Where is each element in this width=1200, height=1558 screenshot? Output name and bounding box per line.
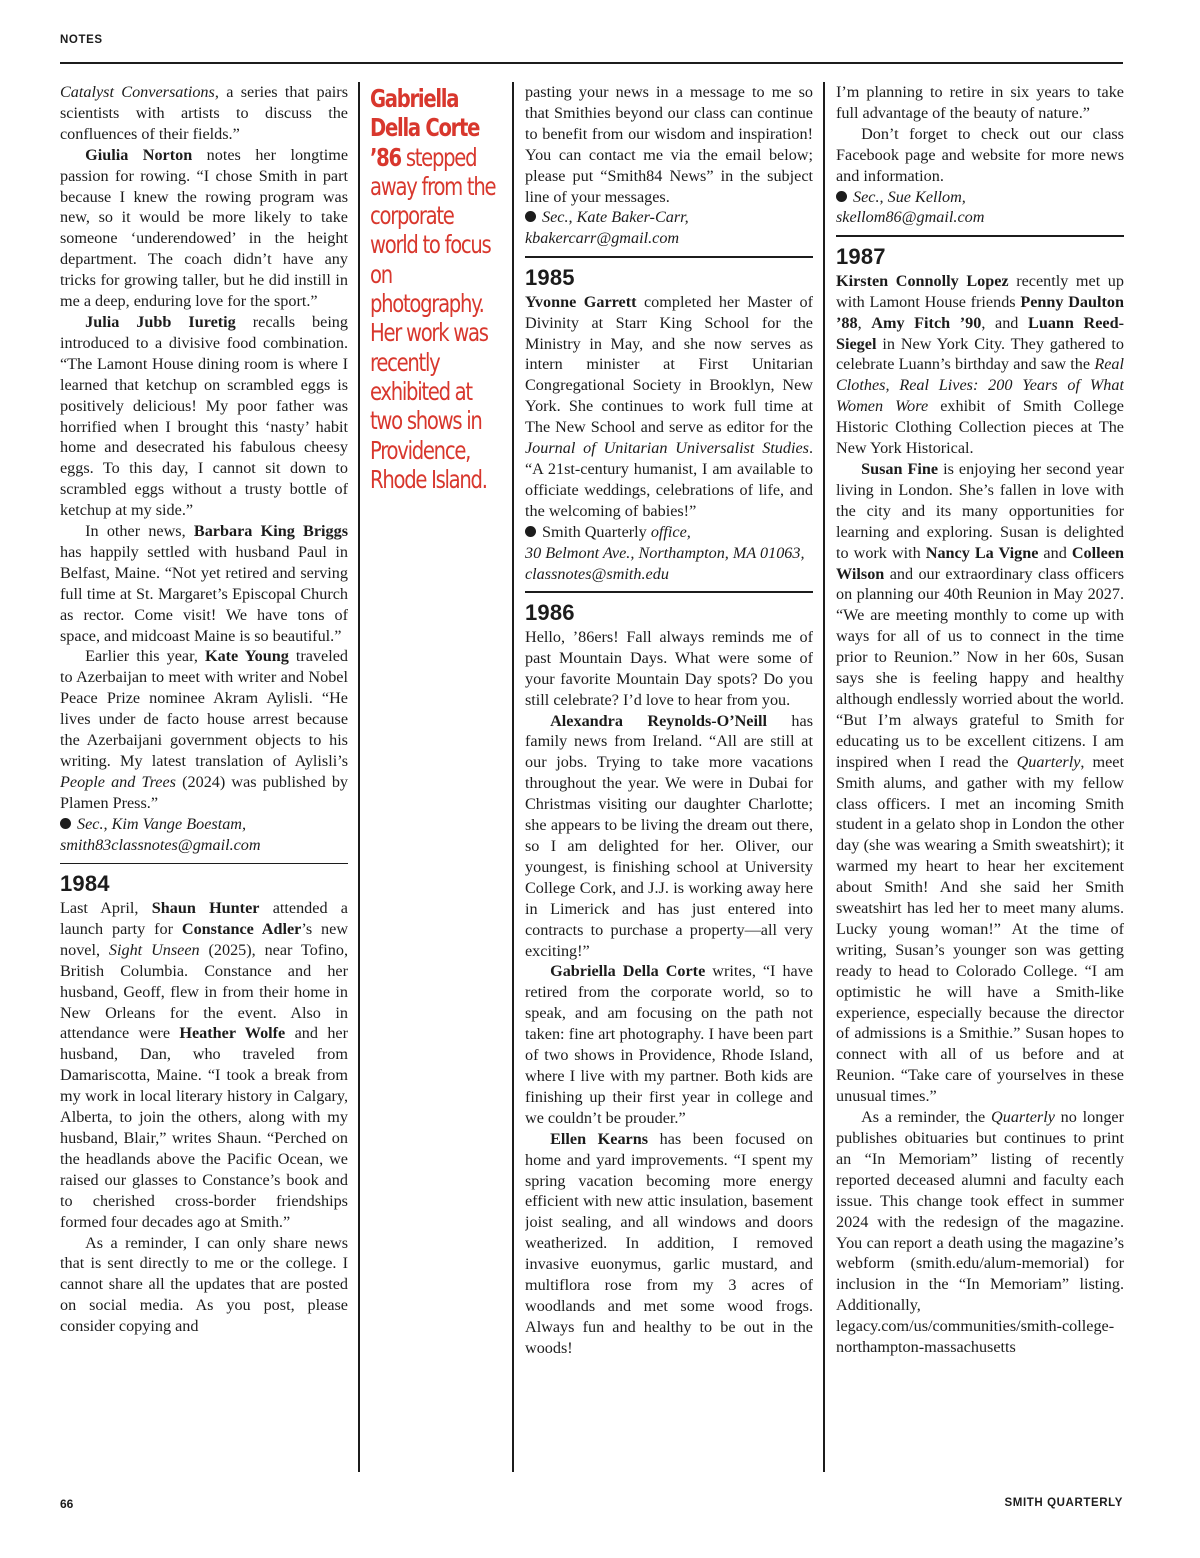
- paragraph: In other news, Barbara King Briggs has happily settled with husband Paul in Belfast, Maine. “Not yet retired and serving full time at St. Margaret’s Episcopal Church as rector. Come visit! We have tons of space, and midcoast Maine is so beautiful.”: [60, 522, 348, 645]
- paragraph: Earlier this year, Kate Young traveled to Azerbaijan to meet with writer and Nobel Peace Prize nominee Akram Aylisli. “He lives under de facto house arrest because the Azerbaijani government objects to his writing. My latest translation of Aylisli’s People and Trees (2024) was published by Plamen Press.”: [60, 647, 348, 812]
- class-year-heading: 1985: [525, 264, 575, 290]
- paragraph: Alexandra Reynolds-O’Neill has family news from Ireland. “All are still at our jobs. Trying to take more vacations throughout the year. We were in Dubai for Christmas visiting our daughter Charlotte; she appears to be living the dream out there, so I am delighted for her. Oliver, our youngest, is finishing school at University College Cork, and J.J. is working away here in Limerick and has just entered into contracts to purchase a property—all very exciting!”: [525, 711, 813, 960]
- class-year-heading: 1987: [836, 243, 886, 269]
- pull-quote-text: stepped away from the corporate world to focus on photography. Her work was recently exhibited at two shows in Providence, Rhode Island.: [370, 142, 496, 494]
- section-rule: [60, 863, 348, 865]
- pull-quote-year: ’86: [370, 142, 401, 172]
- column-rule: [358, 82, 360, 1472]
- section-label: NOTES: [60, 34, 103, 46]
- class-year-heading: 1986: [525, 599, 575, 625]
- secretary-email[interactable]: skellom86@gmail.com: [836, 208, 985, 227]
- secretary-email[interactable]: smith83classnotes@gmail.com: [60, 835, 261, 854]
- section-rule: [836, 235, 1124, 237]
- bullet-icon: [525, 211, 536, 222]
- class-notes-office: Smith Quarterly office, 30 Belmont Ave., Northampton, MA 01063, classnotes@smith.edu: [525, 522, 805, 583]
- paragraph: Giulia Norton notes her longtime passion for rowing. “I chose Smith in part because I knew the rowing program was new, so it would be more likely to take someone ‘underendowed’ in the height department. The coach didn’t have any tricks for growing taller, but he did instill in me a deep, enduring love for the sport.”: [60, 145, 348, 311]
- section-rule: [525, 256, 813, 258]
- paragraph: As a reminder, the Quarterly no longer publishes obituaries but continues to print an “In Memoriam” listing of recently reported deceased alumni and faculty each issue. This change took effect in summer 2024 with the redesign of the magazine. You can report a death using the magazine’s webform (smith.edu/alum-memorial) for inclusion in the “In Memoriam” listing. Additionally, legacy.com/us/communities/smith-college-northampton-massachusetts: [836, 1108, 1124, 1357]
- paragraph: Julia Jubb Iuretig recalls being introduced to a divisive food combination. “The Lamont House dining room is where I learned that ketchup on scrambled eggs is positively delicious! My poor father was horrified when I brought this ‘nasty’ habit home and desecrated his fabulous cheesy eggs. To this day, I cannot sit down to scrambled eggs without a trusty bottle of ketchup at my side.”: [60, 312, 348, 520]
- paragraph: Susan Fine is enjoying her second year living in London. She’s fallen in love with the city and its many opportunities for learning and exploring. Susan is delighted to work with Nancy La Vigne and Colleen Wilson and our extraordinary class officers on planning our 40th Reunion in May 2027. “We are meeting monthly to come up with ways for all of us to connect in the time prior to Reunion.” Now in her 60s, Susan says she is feeling happy and healthy although endlessly worried about the world. “But I’m always grateful to Smith for educating us to be excellent citizens. I am inspired when I read the Quarterly, meet Smith alums, and gather with my fellow class officers. I met an incoming Smith student in a gelato shop in London the other day (she was wearing a Smith sweatshirt); it warmed my heart to hear her excitement about Smith! And she said her Smith sweatshirt has led her to meet many alums. Lucky young woman!” At the time of writing, Susan’s younger son was getting ready to head to Colorado College. “I am optimistic he will have a Smith-like experience, especially because the director of admissions is a Smithie.” Susan hopes to connect with all of us before and at Reunion. “Take care of yourselves in these unusual times.”: [836, 460, 1124, 1106]
- bullet-icon: [60, 818, 71, 829]
- secretary-email[interactable]: kbakercarr@gmail.com: [525, 229, 680, 248]
- paragraph: Yvonne Garrett completed her Master of Divinity at Starr King School for the Ministry in May, and she now serves as intern minister at First Unitarian Congregational Society in Brooklyn, New York. She continues to work full time at The New School and serve as editor for the Journal of Unitarian Universalist Studies. “A 21st-century humanist, I am available to officiate weddings, celebrations of life, and the welcoming of babies!”: [525, 292, 813, 520]
- pull-quote-name: Gabriella Della Corte: [370, 84, 480, 143]
- section-rule: [525, 591, 813, 593]
- column-4: [836, 82, 1124, 1472]
- class-year-heading: 1984: [60, 871, 110, 897]
- header-rule: [60, 62, 1123, 64]
- publication-name: SMITH QUARTERLY: [1004, 1497, 1123, 1509]
- paragraph: Hello, ’86ers! Fall always reminds me of past Mountain Days. What were some of your favorite Mountain Day spots? Do you still celebrate? I’d love to hear from you.: [525, 627, 813, 709]
- class-secretary: Sec., Kim Vange Boestam, smith83classnotes@gmail.com: [60, 814, 261, 854]
- pull-quote: [370, 84, 500, 494]
- paragraph: Don’t forget to check out our class Facebook page and website for more news and information.: [836, 124, 1124, 185]
- bullet-icon: [525, 526, 536, 537]
- page-number: 66: [60, 1497, 74, 1511]
- class-secretary: Sec., Kate Baker-Carr, kbakercarr@gmail.com: [525, 208, 689, 248]
- column-rule: [823, 82, 825, 1472]
- paragraph: Gabriella Della Corte writes, “I have retired from the corporate world, so to speak, and am focusing on the path not taken: fine art photography. I have been part of two shows in Providence, Rhode Island, where I live with my partner. Both kids are finishing up their first year in college and we couldn’t be prouder.”: [525, 962, 813, 1127]
- column-1: [60, 82, 348, 1472]
- paragraph: Catalyst Conversations, a series that pairs scientists with artists to discuss the confluences of their fields.”: [60, 83, 348, 143]
- paragraph: Kirsten Connolly Lopez recently met up with Lamont House friends Penny Daulton ’88, Amy Fitch ’90, and Luann Reed-Siegel in New York City. They gathered to celebrate Luann’s birthday and saw the Real Clothes, Real Lives: 200 Years of What Women Wore exhibit of Smith College Historic Clothing Collection pieces at The New York Historical.: [836, 271, 1124, 458]
- paragraph: As a reminder, I can only share news that is sent directly to me or the college. I cannot share all the updates that are posted on social media. As you post, please consider copying and: [60, 1233, 348, 1336]
- column-rule: [512, 82, 514, 1472]
- class-secretary: Sec., Sue Kellom, skellom86@gmail.com: [836, 187, 985, 227]
- bullet-icon: [836, 191, 847, 202]
- paragraph: Ellen Kearns has been focused on home and yard improvements. “I spent my spring vacation becoming more energy efficient with new attic insulation, basement joist sealing, and all windows and doors weatherized. In addition, I removed invasive euonymus, garlic mustard, and multiflora rose from my 3 acres of woodlands and met some wood frogs. Always fun and healthy to be out in the woods!: [525, 1129, 813, 1357]
- paragraph: I’m planning to retire in six years to take full advantage of the beauty of nature.”: [836, 83, 1124, 122]
- column-3: [525, 82, 813, 1472]
- paragraph: pasting your news in a message to me so that Smithies beyond our class can continue to benefit from our wisdom and inspiration! You can contact me via the email below; please put “Smith84 News” in the subject line of your messages.: [525, 83, 813, 206]
- paragraph: Last April, Shaun Hunter attended a launch party for Constance Adler’s new novel, Sight Unseen (2025), near Tofino, British Columbia. Constance and her husband, Geoff, flew in from their home in New Orleans for the event. Also in attendance were Heather Wolfe and her husband, Dan, who traveled from Damariscotta, Maine. “I took a break from my work in local literary history in Calgary, Alberta, to join the others, along with my husband, Blair,” writes Shaun. “Perched on the headlands above the Pacific Ocean, we raised our glasses to Constance’s book and to cherished cross-border friendships formed four decades ago at Smith.”: [60, 899, 348, 1231]
